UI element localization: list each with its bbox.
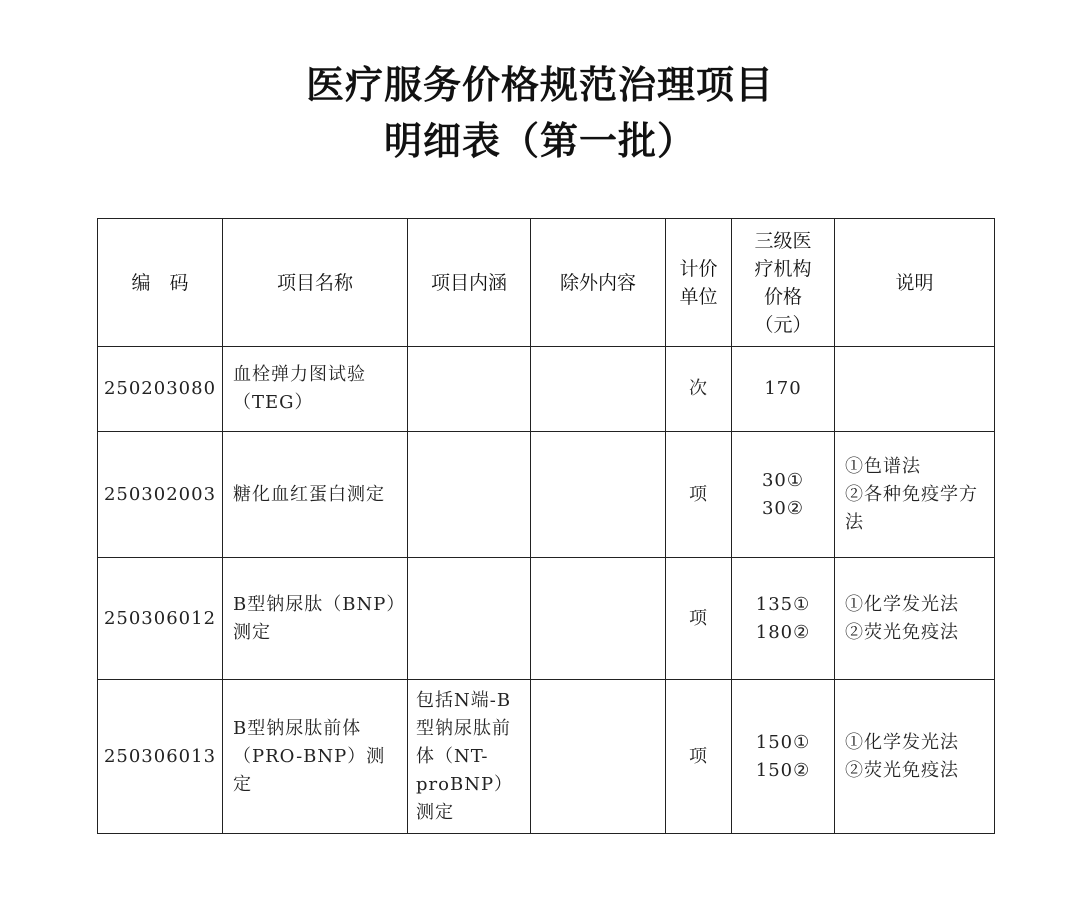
price-value: 30① bbox=[761, 469, 805, 491]
note-line: ②各种免疫学方法 bbox=[845, 483, 978, 533]
price-value: 30② bbox=[761, 497, 805, 519]
table-row bbox=[98, 347, 995, 432]
price-value: 150① bbox=[755, 731, 811, 753]
cell-price bbox=[732, 432, 835, 558]
cell-excluded bbox=[531, 347, 666, 432]
price-value: 150② bbox=[755, 759, 811, 781]
header-price-line3: 价格 bbox=[763, 285, 802, 308]
cell-price bbox=[732, 347, 835, 432]
cell-name: B型钠尿肽（BNP）测定 bbox=[223, 558, 408, 680]
cell-price bbox=[732, 558, 835, 680]
cell-unit: 项 bbox=[666, 558, 732, 680]
cell-note bbox=[835, 432, 995, 558]
table-header-row bbox=[98, 219, 995, 347]
cell-price bbox=[732, 680, 835, 834]
cell-note bbox=[835, 680, 995, 834]
price-value: 135① bbox=[755, 593, 811, 615]
header-price bbox=[732, 219, 835, 347]
cell-excluded bbox=[531, 558, 666, 680]
cell-excluded bbox=[531, 432, 666, 558]
header-unit-line1: 计价 bbox=[679, 257, 718, 280]
cell-unit: 项 bbox=[666, 432, 732, 558]
cell-code: 250306012 bbox=[98, 558, 223, 680]
header-content: 项目内涵 bbox=[408, 219, 531, 347]
price-value: 180② bbox=[755, 621, 811, 643]
cell-code: 250302003 bbox=[98, 432, 223, 558]
document-title-line1: 医疗服务价格规范治理项目 bbox=[305, 63, 774, 107]
note-line: ①色谱法 bbox=[845, 455, 921, 477]
cell-content bbox=[408, 347, 531, 432]
cell-note bbox=[835, 558, 995, 680]
note-line: ②荧光免疫法 bbox=[845, 759, 959, 781]
price-value: 170 bbox=[764, 378, 802, 399]
cell-note bbox=[835, 347, 995, 432]
document-title-line2: 明细表（第一批） bbox=[383, 119, 696, 163]
cell-name: 糖化血红蛋白测定 bbox=[223, 432, 408, 558]
price-table bbox=[97, 218, 995, 834]
cell-unit: 次 bbox=[666, 347, 732, 432]
cell-content: 包括N端-B型钠尿肽前体（NT-proBNP）测定 bbox=[408, 680, 531, 834]
cell-unit: 项 bbox=[666, 680, 732, 834]
header-unit-line2: 单位 bbox=[679, 285, 718, 308]
table-row bbox=[98, 680, 995, 834]
note-line: ①化学发光法 bbox=[845, 731, 959, 753]
table-row bbox=[98, 558, 995, 680]
cell-content bbox=[408, 432, 531, 558]
cell-code: 250203080 bbox=[98, 347, 223, 432]
header-price-line1: 三级医 bbox=[754, 229, 812, 252]
header-price-line2: 疗机构 bbox=[754, 257, 812, 280]
header-excluded: 除外内容 bbox=[531, 219, 666, 347]
cell-content bbox=[408, 558, 531, 680]
cell-name: B型钠尿肽前体（PRO-BNP）测定 bbox=[223, 680, 408, 834]
cell-code: 250306013 bbox=[98, 680, 223, 834]
note-line: ②荧光免疫法 bbox=[845, 621, 959, 643]
header-price-line4: （元） bbox=[754, 313, 812, 336]
header-code: 编 码 bbox=[98, 219, 223, 347]
header-name: 项目名称 bbox=[223, 219, 408, 347]
cell-name: 血栓弹力图试验（TEG） bbox=[223, 347, 408, 432]
header-unit bbox=[666, 219, 732, 347]
note-line: ①化学发光法 bbox=[845, 593, 959, 615]
cell-excluded bbox=[531, 680, 666, 834]
header-note: 说明 bbox=[835, 219, 995, 347]
table-row bbox=[98, 432, 995, 558]
